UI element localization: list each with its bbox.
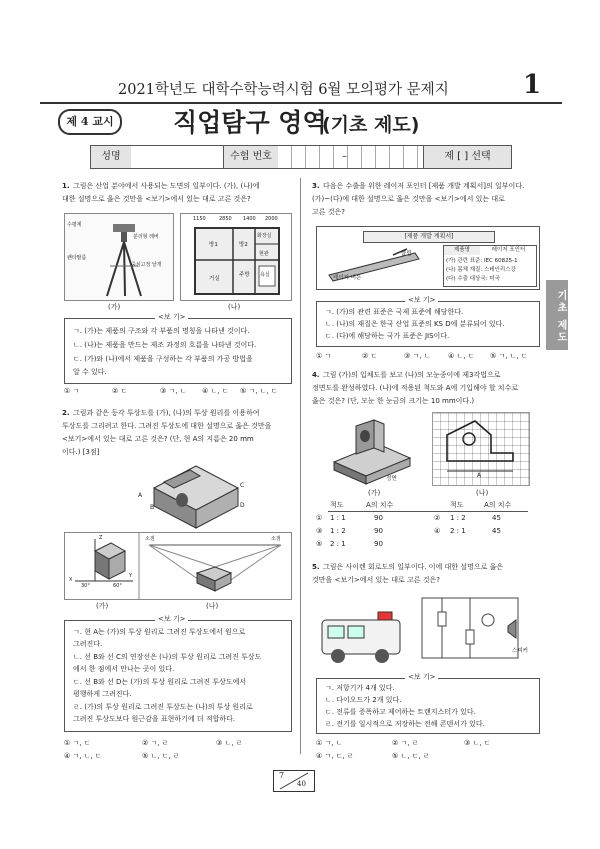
q4-figure-a	[326, 414, 418, 486]
q3-stem-1: 다음은 수출을 위한 레이저 포인터 [제품 개발 계획서]의 일부이다.	[323, 182, 525, 190]
q3-plan-title: [제품 개발 계획서]	[363, 231, 495, 243]
q2-bogi-item: ㄹ. (가)의 투상 원리로 그려진 투상도는 (나)의 투상 원리로	[73, 703, 253, 711]
page-indicator	[273, 770, 315, 792]
q3-plan-table	[443, 245, 537, 287]
q3-choice-2[interactable]: ② ㄷ	[362, 352, 378, 360]
q1-figure-a	[64, 213, 174, 301]
q1-bogi-item: ㄴ. (나)는 제품을 만드는 제조 과정의 흐름을 나타낸 것이다.	[73, 341, 257, 349]
q5-bogi-title: <보 기>	[405, 672, 438, 683]
q3-plan-row: (나) 몸체 재질: 스테인리스강	[446, 267, 516, 273]
subject-sub: (기초 제도)	[322, 114, 420, 136]
solid-bracket-illustration	[326, 414, 418, 486]
q4-stem-2: 정면도를 완성하였다. (나)에 적용된 척도와 A에 기입해야 할 치수로	[312, 384, 519, 392]
q3-plan-box	[316, 226, 540, 290]
q5-bogi-item: ㄷ. 전류를 증폭하고 제어하는 트랜지스터가 있다.	[325, 708, 476, 716]
q3-stem-3: 고른 것은?	[312, 208, 345, 216]
q3-number: 3.	[312, 182, 320, 190]
floor-plan-drawing	[181, 214, 291, 300]
q4-choice-3-num[interactable]: ③	[316, 527, 323, 535]
q1-choice-3[interactable]: ③ ㄱ, ㄴ	[160, 387, 187, 395]
q4-fig-dim-a: A	[477, 472, 482, 479]
q2-isometric-figure	[138, 452, 250, 532]
q2-bogi-item: ㄴ. 선 B와 선 C의 연장선은 (나)의 투상 원리로 그려진 투상도	[73, 653, 262, 661]
q3-bogi-title: <보 기>	[405, 295, 438, 306]
q3-plan-head: 레이저 포인터	[491, 247, 526, 253]
q4-table-head: 척도	[330, 501, 344, 509]
subject-main: 직업탐구 영역	[173, 108, 327, 137]
q2-iso-label-b: B	[150, 504, 155, 511]
q2-choice-4[interactable]: ④ ㄱ, ㄴ, ㄷ	[64, 752, 102, 760]
q4-answer-table	[316, 500, 538, 552]
q4-choice-5-num[interactable]: ⑤	[316, 540, 323, 548]
page-current: 7	[279, 771, 285, 780]
q5-bogi-item: ㄴ. 다이오드가 2개 있다.	[325, 696, 402, 704]
q2-iso-label-c: C	[240, 482, 245, 489]
q2-bogi-title: <보 기>	[155, 614, 188, 625]
q3-choice-5[interactable]: ⑤ ㄱ, ㄴ, ㄷ	[490, 352, 528, 360]
q4-choice-4-num[interactable]: ④	[434, 527, 441, 535]
q5-choice-1[interactable]: ① ㄱ, ㄴ	[316, 739, 343, 747]
q4-table-head: A의 치수	[366, 501, 394, 509]
q4-figure-b	[432, 412, 530, 486]
q5-choice-2[interactable]: ② ㄱ, ㄹ	[392, 739, 419, 747]
q5-bogi-item: ㄹ. 전기를 일시적으로 저장하는 전해 콘덴서가 있다.	[325, 720, 485, 728]
q2-fig-label-a: (가)	[96, 602, 109, 610]
q3-plan-head: 제품명	[444, 246, 480, 255]
q1-choice-2[interactable]: ② ㄷ	[112, 387, 128, 395]
q1-fig-b-dim: 2850	[219, 216, 232, 222]
q2-iso-label-d: D	[240, 502, 245, 509]
q2-fig-b-vp: 소점	[271, 536, 281, 542]
q1-choice-5[interactable]: ⑤ ㄱ, ㄴ, ㄷ	[240, 387, 278, 395]
q2-fig-a-axis: Y	[129, 573, 133, 579]
isometric-block	[142, 452, 250, 532]
q1-stem-2: 대한 설명으로 옳은 것만을 <보기>에서 있는 대로 고른 것은?	[62, 195, 251, 203]
q4-choice-1-dim: 90	[374, 514, 383, 522]
q1-fig-b-room: 현관	[259, 251, 269, 257]
q5-stem-2: 것만을 <보기>에서 있는 대로 고른 것은?	[312, 576, 441, 584]
q1-fig-label-b: (나)	[228, 303, 241, 311]
q2-stem-2: 투상도를 그리려고 한다. 그려진 투상도에 대한 설명으로 옳은 것만을	[62, 422, 272, 430]
q4-fig-label-a: (가)	[368, 489, 381, 497]
q5-bogi-item: ㄱ. 저항기가 4개 있다.	[325, 684, 395, 692]
q2-fig-a-angle: 30°	[81, 583, 90, 589]
q1-bogi-box	[64, 313, 292, 384]
q1-figure-b	[180, 213, 292, 301]
period-badge: 제 4 교시	[58, 109, 122, 135]
q4-choice-1-scale: 1 : 1	[330, 514, 346, 522]
q3-plan-row: (가) 관련 표준: IEC 60825-1	[446, 258, 518, 264]
q1-bogi-title: <보 기>	[155, 312, 188, 323]
q2-stem-1: 그림과 같은 등각 투상도를 (가), (나)의 투상 원리를 이용하여	[73, 409, 260, 417]
name-label: 성명	[91, 146, 131, 168]
q1-choice-4[interactable]: ④ ㄴ, ㄷ	[202, 387, 229, 395]
q1-fig-a-text: 중심고정 날개	[131, 262, 162, 268]
q3-stem-2: (가)~(다)에 대한 설명으로 옳은 것만을 <보기>에서 있는 대로	[312, 195, 505, 203]
q5-choice-5[interactable]: ⑤ ㄴ, ㄷ, ㄹ	[392, 752, 430, 760]
exam-number-dash: –	[342, 151, 347, 162]
q1-bogi-item: 알 수 있다.	[73, 368, 107, 376]
q4-choice-4-dim: 45	[492, 527, 501, 535]
q4-choice-5-dim: 90	[374, 540, 383, 548]
q2-fig-a-angle: 60°	[113, 583, 122, 589]
q3-plan-row: (다) 수출 대상국: 미국	[446, 276, 500, 282]
q2-stem-3: <보기>에서 있는 대로 고른 것은? (단, 현 A의 지름은 20 mm	[62, 435, 254, 443]
exam-number-label: 수험 번호	[223, 146, 278, 168]
q4-number: 4.	[312, 371, 320, 379]
q4-choice-3-dim: 90	[374, 527, 383, 535]
siren-circuit-drawing	[318, 590, 540, 666]
q1-fig-b-dim: 2000	[265, 216, 278, 222]
q1-fig-b-dim: 1400	[243, 216, 256, 222]
q5-choice-3[interactable]: ③ ㄴ, ㄷ	[464, 739, 491, 747]
q2-fig-a-axis: Z	[99, 535, 103, 541]
q3-plan-button: 레이저 버튼	[333, 275, 362, 281]
q1-choice-1[interactable]: ① ㄱ	[64, 387, 80, 395]
q2-number: 2.	[62, 409, 70, 417]
q2-fig-b-vp: 소점	[145, 536, 155, 542]
q3-bogi-box	[316, 296, 540, 347]
q4-choice-3-scale: 1 : 2	[330, 527, 346, 535]
q3-plan-clip: 클립	[401, 251, 412, 257]
q4-choice-2-dim: 45	[492, 514, 501, 522]
q2-choice-2[interactable]: ② ㄱ, ㄹ	[142, 739, 169, 747]
q3-bogi-item: ㄱ. (가)의 관련 표준은 국제 표준에 해당한다.	[325, 308, 464, 316]
name-field[interactable]	[132, 146, 218, 168]
q2-choice-5[interactable]: ⑤ ㄴ, ㄷ, ㄹ	[142, 752, 180, 760]
q4-stem-3: 옳은 것은? (단, 모눈 한 눈금의 크기는 10 mm이다.)	[312, 397, 475, 405]
q5-bogi-box	[316, 673, 540, 734]
q1-bogi-item: ㄷ. (가)와 (나)에서 제품을 구성하는 각 부품의 가공 방법을	[73, 355, 253, 363]
q2-bogi-item: 그려진다.	[73, 640, 103, 648]
q2-bogi-item: 그려진 투상도보다 원근감을 표현하기에 더 적합하다.	[73, 715, 236, 723]
q5-number: 5.	[312, 563, 320, 571]
q4-stem-1: 그림 (가)의 입체도를 보고 (나)의 모눈종이에 제3각법으로	[323, 371, 501, 379]
q4-choice-4-scale: 2 : 1	[450, 527, 466, 535]
q1-fig-b-room: 방2	[239, 242, 248, 248]
exam-number-field[interactable]	[278, 146, 418, 168]
q1-fig-a-text: 분리형 레버	[133, 234, 159, 240]
q1-bogi-item: ㄱ. (가)는 제품의 구조와 각 부품의 명칭을 나타낸 것이다.	[73, 327, 250, 335]
select-label: 제 [ ] 선택	[423, 146, 511, 168]
q4-table-head: 척도	[450, 501, 464, 509]
q1-stem-1: 그림은 산업 분야에서 사용되는 도면의 일부이다. (가), (나)에	[73, 182, 260, 190]
q5-choice-4[interactable]: ④ ㄱ, ㄷ, ㄹ	[316, 752, 354, 760]
q2-fig-label-b: (나)	[206, 602, 219, 610]
q2-stem-4: 이다.) [3점]	[62, 448, 100, 456]
exam-title: 2021학년도 대학수학능력시험 6월 모의평가 문제지	[118, 82, 449, 98]
q2-fig-a-axis: X	[69, 577, 73, 583]
info-row	[90, 145, 512, 169]
q4-table-head: A의 치수	[484, 501, 512, 509]
projection-diagrams	[65, 533, 291, 599]
q1-fig-b-room: 거실	[209, 276, 220, 282]
q1-fig-a-text: 수평계	[67, 222, 82, 228]
q5-stem-1: 그림은 사이렌 회로도의 일부이다. 이에 대한 설명으로 옳은	[323, 563, 504, 571]
q2-iso-label-a: A	[138, 492, 143, 499]
q4-choice-5-scale: 2 : 1	[330, 540, 346, 548]
q2-bogi-item: ㄱ. 현 A는 (가)의 투상 원리로 그려진 투상도에서 원으로	[73, 628, 246, 636]
q3-choice-1[interactable]: ① ㄱ	[316, 352, 332, 360]
q4-choice-2-scale: 1 : 2	[450, 514, 466, 522]
q1-fig-label-a: (가)	[108, 303, 121, 311]
q4-table-rule	[328, 511, 528, 512]
q4-choice-2-num[interactable]: ②	[434, 514, 441, 522]
q1-number: 1.	[62, 182, 70, 190]
side-tab: 기초 제도	[546, 280, 568, 350]
q3-choice-3[interactable]: ③ ㄱ, ㄴ	[404, 352, 431, 360]
q2-bogi-item: ㄷ. 선 B와 선 D는 (가)의 투상 원리로 그려진 투상도에서	[73, 678, 247, 686]
q1-fig-b-room: 화장실	[257, 233, 272, 239]
q2-bogi-item: 에서 한 점에서 만나는 곳이 있다.	[73, 665, 175, 673]
page-number-big: 1	[523, 70, 542, 100]
q2-bogi-item: 평행하게 그려진다.	[73, 690, 132, 698]
q2-projection-figures	[64, 532, 292, 600]
q5-fig-speaker-label: 스피커	[512, 648, 528, 654]
q4-choice-1-num[interactable]: ①	[316, 514, 323, 522]
q1-fig-a-text: 쾐타팔름	[67, 255, 87, 261]
q5-figure	[318, 590, 540, 666]
q4-fig-front-label: 정면	[386, 476, 397, 482]
q4-fig-label-b: (나)	[476, 489, 489, 497]
q2-choice-1[interactable]: ① ㄱ, ㄷ	[64, 739, 91, 747]
q3-bogi-item: ㄴ. (나)의 재질은 한국 산업 표준의 KS D에 분류되어 있다.	[325, 320, 505, 328]
column-divider	[300, 178, 301, 754]
q3-bogi-item: ㄷ. (다)에 해당하는 국가 표준은 JIS이다.	[325, 332, 450, 340]
q1-fig-b-room: 욕실	[260, 272, 270, 278]
q2-bogi-box	[64, 615, 292, 732]
page-total: 40	[297, 780, 306, 788]
q1-fig-b-room: 방1	[209, 242, 218, 248]
q1-fig-b-dim: 1150	[193, 216, 206, 222]
q3-choice-4[interactable]: ④ ㄴ, ㄷ	[448, 352, 475, 360]
q2-choice-3[interactable]: ③ ㄴ, ㄹ	[216, 739, 243, 747]
q1-fig-b-room: 주방	[239, 272, 250, 278]
